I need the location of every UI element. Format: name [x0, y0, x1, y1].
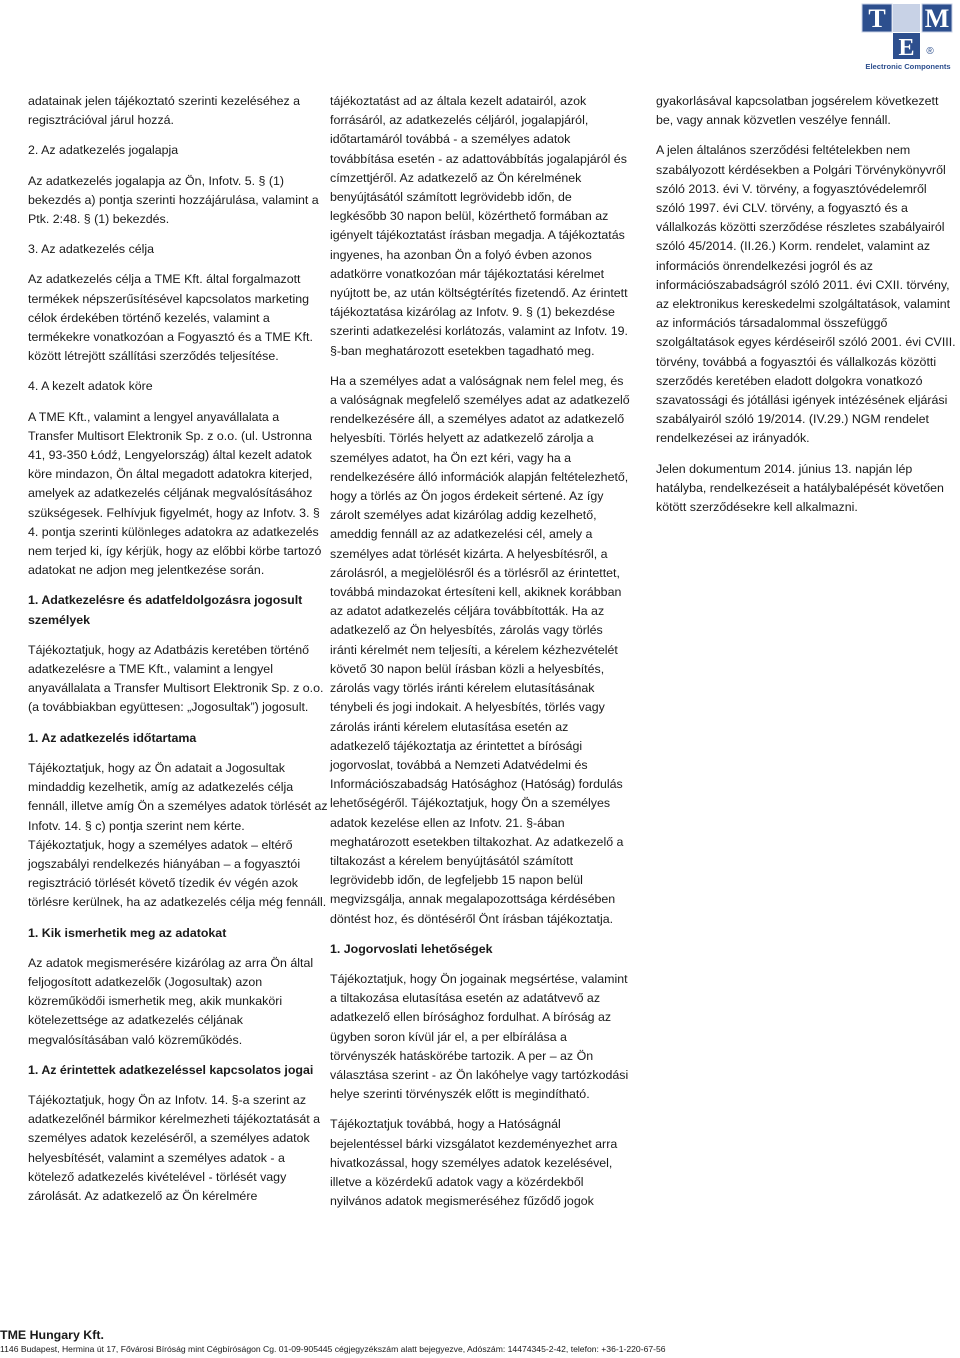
- paragraph: A TME Kft., valamint a lengyel anyavállalata a Transfer Multisort Elektronik Sp. z o.o. (ul. Ustronna 41, 93-350 Łódź, Lengyelország) által kezelt adatok köre mindazon, Ön által megadott adatokra kiterjed, amelyek az adatkezelés céljának megvalósításához szükségesek. Felhívjuk figyelmét, hogy az Infotv. 3. § 4. pontja szerinti különleges adatokra az adatkezelés nem terjed ki, így kérjük, hogy az előbbi körbe tartozó adatokat ne adjon meg jelentkezése során.: [28, 409, 322, 578]
- paragraph: Az adatkezelés jogalapja az Ön, Infotv. 5. § (1) bekezdés a) pontja szerinti hozzájárulása, valamint a Ptk. 2:48. § (1) bekezdés.: [28, 173, 319, 227]
- logo-letter-t: T: [868, 4, 886, 33]
- paragraph: A jelen általános szerződési feltételekben nem szabályozott kérdésekben a Polgári Törvénykönyvről szóló 2013. évi V. törvény, a fogyasztóvédelemről szóló 1997. évi CLV. törvény, a fogyasztó és a vállalkozás közötti szerződése részletes szabályairól szóló 45/2014. (II.26.) Korm. rendelet, valamint az információs önrendelkezési jogról és az információszabadságról szóló 2011. évi CXII. törvény, az elektronikus kereskedelmi szolgáltatások, valamint az információs társadalommal összefüggő szolgáltatások egyes kérdéseiről szóló 2001. évi CVIII. törvény, továbbá a fogyasztói és vállalkozás közötti szerződés keretében eladott dolgokra vonatkozó szavatossági és jótállási igények intézésének eljárási szabályairól szóló 19/2014. (IV.29.) NGM rendelet rendelkezései az irányadók.: [656, 143, 956, 446]
- section-heading-remedy: 1. Jogorvoslati lehetőségek: [330, 941, 493, 956]
- paragraph: gyakorlásával kapcsolatban jogsérelem következett be, vagy annak közvetlen veszélye fennáll.: [656, 94, 939, 128]
- section-heading-entitled: 1. Adatkezelésre és adatfeldolgozásra jogosult személyek: [28, 593, 303, 627]
- paragraph: Tájékoztatjuk, hogy az Ön adatait a Jogosultak mindaddig kezelhetik, amíg az adatkezelés célja fennáll, illetve amíg Ön a személyes adatok törlését az Infotv. 14. § c) pontja szerint nem kérte.: [28, 760, 328, 833]
- paragraph: Tájékoztatjuk továbbá, hogy a Hatóságnál bejelentéssel bárki vizsgálatot kezdeményezhet arra hivatkozással, hogy személyes adatok kezelésével, illetve a közérdekű adatok vagy a közérdekből nyilvános adatok megismeréséhez fűződő jogok: [330, 1117, 618, 1209]
- paragraph: Tájékoztatjuk, hogy Ön jogainak megsértése, valamint a tiltakozása elutasítása esetén az adatátvevő az adatkezelő ellen bírósághoz fordulhat. A bíróság az ügyben soron kívül jár el, a per elbírálása a törvényszék hatáskörébe tartozik. A per – az Ön választása szerint - az Ön lakóhelye vagy tartózkodási helye szerinti törvényszék előtt is megindítható.: [330, 971, 629, 1102]
- logo-letter-m: M: [924, 4, 950, 33]
- section-heading-basis: 2. Az adatkezelés jogalapja: [28, 143, 179, 158]
- paragraph: tájékoztatást ad az általa kezelt adatairól, azok forrásáról, az adatkezelés céljáról, jogalapjáról, időtartamáról továbbá - a személyes adatok továbbítása esetén - az adattovábbítás jogalapjáról és címzettjéről. Az adatkezelő az Ön kérelmének benyújtásától számított legrövidebb időn, de legkésőbb 30 napon belül, közérthető formában az igényelt tájékoztatást írásban megadja. A tájékoztatás ingyenes, ha azonban Ön a folyó évben azonos adatkörre vonatkozóan már tájékoztatási kérelmet nyújtott be, az után költségtérítés fizetendő. Az érintett tájékoztatása kizárólag az Infotv. 9. § (1) bekezdése szerinti adatkezelési korlátozás, valamint az Infotv. 19. §-ban meghatározott esetekben tagadható meg.: [330, 94, 628, 358]
- column-3: [656, 92, 956, 528]
- logo-trademark: ®: [926, 46, 934, 57]
- tme-logo: [860, 2, 956, 72]
- section-heading-duration: 1. Az adatkezelés időtartama: [28, 730, 197, 745]
- section-heading-who: 1. Kik ismerhetik meg az adatokat: [28, 925, 227, 940]
- footer-company-name: TME Hungary Kft.: [0, 1328, 104, 1342]
- paragraph: Az adatok megismerésére kizárólag az arra Ön által feljogosított adatkezelők (Jogosultak) azon közreműködői ismerhetik meg, akik munkaköri kötelezettsége az adatkezelés céljának megvalósításában való közreműködés.: [28, 955, 314, 1047]
- column-1: [28, 92, 328, 1217]
- paragraph: Az adatkezelés célja a TME Kft. által forgalmazott termékek népszerűsítésével kapcsolatos marketing célok érdekében történő kezelés, valamint a termékekre vonatkozóan a Fogyasztó és a TME Kft. között létrejött szállítási szerződés teljesítése.: [28, 272, 313, 364]
- column-2: [330, 92, 630, 1222]
- footer: [0, 1327, 960, 1355]
- section-heading-purpose: 3. Az adatkezelés célja: [28, 242, 155, 257]
- logo-letter-e: E: [898, 35, 915, 61]
- paragraph: Ha a személyes adat a valóságnak nem felel meg, és a valóságnak megfelelő személyes adat az adatkezelő rendelkezésére áll, a személyes adatot az adatkezelő helyesbíti. Törlés helyett az adatkezelő zárolja a személyes adatot, ha Ön ezt kéri, vagy ha a rendelkezésére álló információk alapján feltételezhető, hogy a törlés az Ön jogos érdekeit sértené. Az így zárolt személyes adat kizárólag addig kezelhető, ameddig fennáll az az adatkezelési cél, amely a személyes adat törlését kizárta. A helyesbítésről, a zárolásról, a megjelölésről és a törlésről az érintettet, továbbá mindazokat értesíteni kell, akiknek korábban az adatot adatkezelés céljára továbbították. Ha az adatkezelő az Ön helyesbítés, zárolás vagy törlés iránti kérelmét nem teljesíti, a kérelem kézhezvételét követő 30 napon belül írásban közli a helyesbítés, zárolás vagy törlés iránti kérelem elutasításának ténybeli és jogi indokait. A helyesbítés, törlés vagy zárolás iránti kérelem elutasítása esetén az adatkezelő tájékoztatja az érintettet a bírósági jogorvoslat, továbbá a Nemzeti Adatvédelmi és Információszabadság Hatósághoz (Hatóság) fordulás lehetőségéről. Tájékoztatjuk, hogy Ön a személyes adatok kezelése ellen az Infotv. 21. §-ában meghatározott esetekben tiltakozhat. Az adatkezelő a tiltakozást a kérelem benyújtásától számított legrövidebb időn, de legfeljebb 15 napon belül megvizsgálja, annak megalapozottsága kérdésében döntést hoz, és döntéséről Önt írásban tájékoztatja.: [330, 373, 630, 926]
- section-heading-scope: 4. A kezelt adatok köre: [28, 379, 153, 394]
- paragraph: Tájékoztatjuk, hogy a személyes adatok – eltérő jogszabályi rendelkezés hiányában – a fogyasztói regisztráció törlését követő tízedik év végén azok törlésre kerülnek, ha az adatkezelés célja még fennáll.: [28, 837, 327, 910]
- paragraph: Tájékoztatjuk, hogy az Adatbázis keretében történő adatkezelésre a TME Kft., valamint a lengyel anyavállalata a Transfer Multisort Elektronik Sp. z o.o. (a továbbiakban együttesen: „Jogosultak”) jogosult.: [28, 642, 324, 715]
- logo-tagline: Electronic Components: [865, 62, 951, 71]
- footer-address: 1146 Budapest, Hermina út 17, Fővárosi Bíróság mint Cégbíróságon Cg. 01-09-905445 cégjegyzékszám alatt bejegyezve, Adószám: 14474345-2-42, telefon: +36-1-220-67-56: [0, 1344, 666, 1354]
- paragraph: Jelen dokumentum 2014. június 13. napján lép hatályba, rendelkezéseit a hatálybalépését követően kötött szerződésekre kell alkalmazni.: [656, 461, 944, 515]
- paragraph: adatainak jelen tájékoztató szerinti kezeléséhez a regisztrációval járul hozzá.: [28, 94, 301, 128]
- section-heading-rights: 1. Az érintettek adatkezeléssel kapcsolatos jogai: [28, 1062, 314, 1077]
- paragraph: Tájékoztatjuk, hogy Ön az Infotv. 14. §-a szerint az adatkezelőnél bármikor kérelmezheti tájékoztatását a személyes adatok kezeléséről, a személyes adatok helyesbítését, valamint a személyes adatok - a kötelező adatkezelés kivételével - törlését vagy zárolását. Az adatkezelő az Ön kérelmére: [28, 1092, 321, 1203]
